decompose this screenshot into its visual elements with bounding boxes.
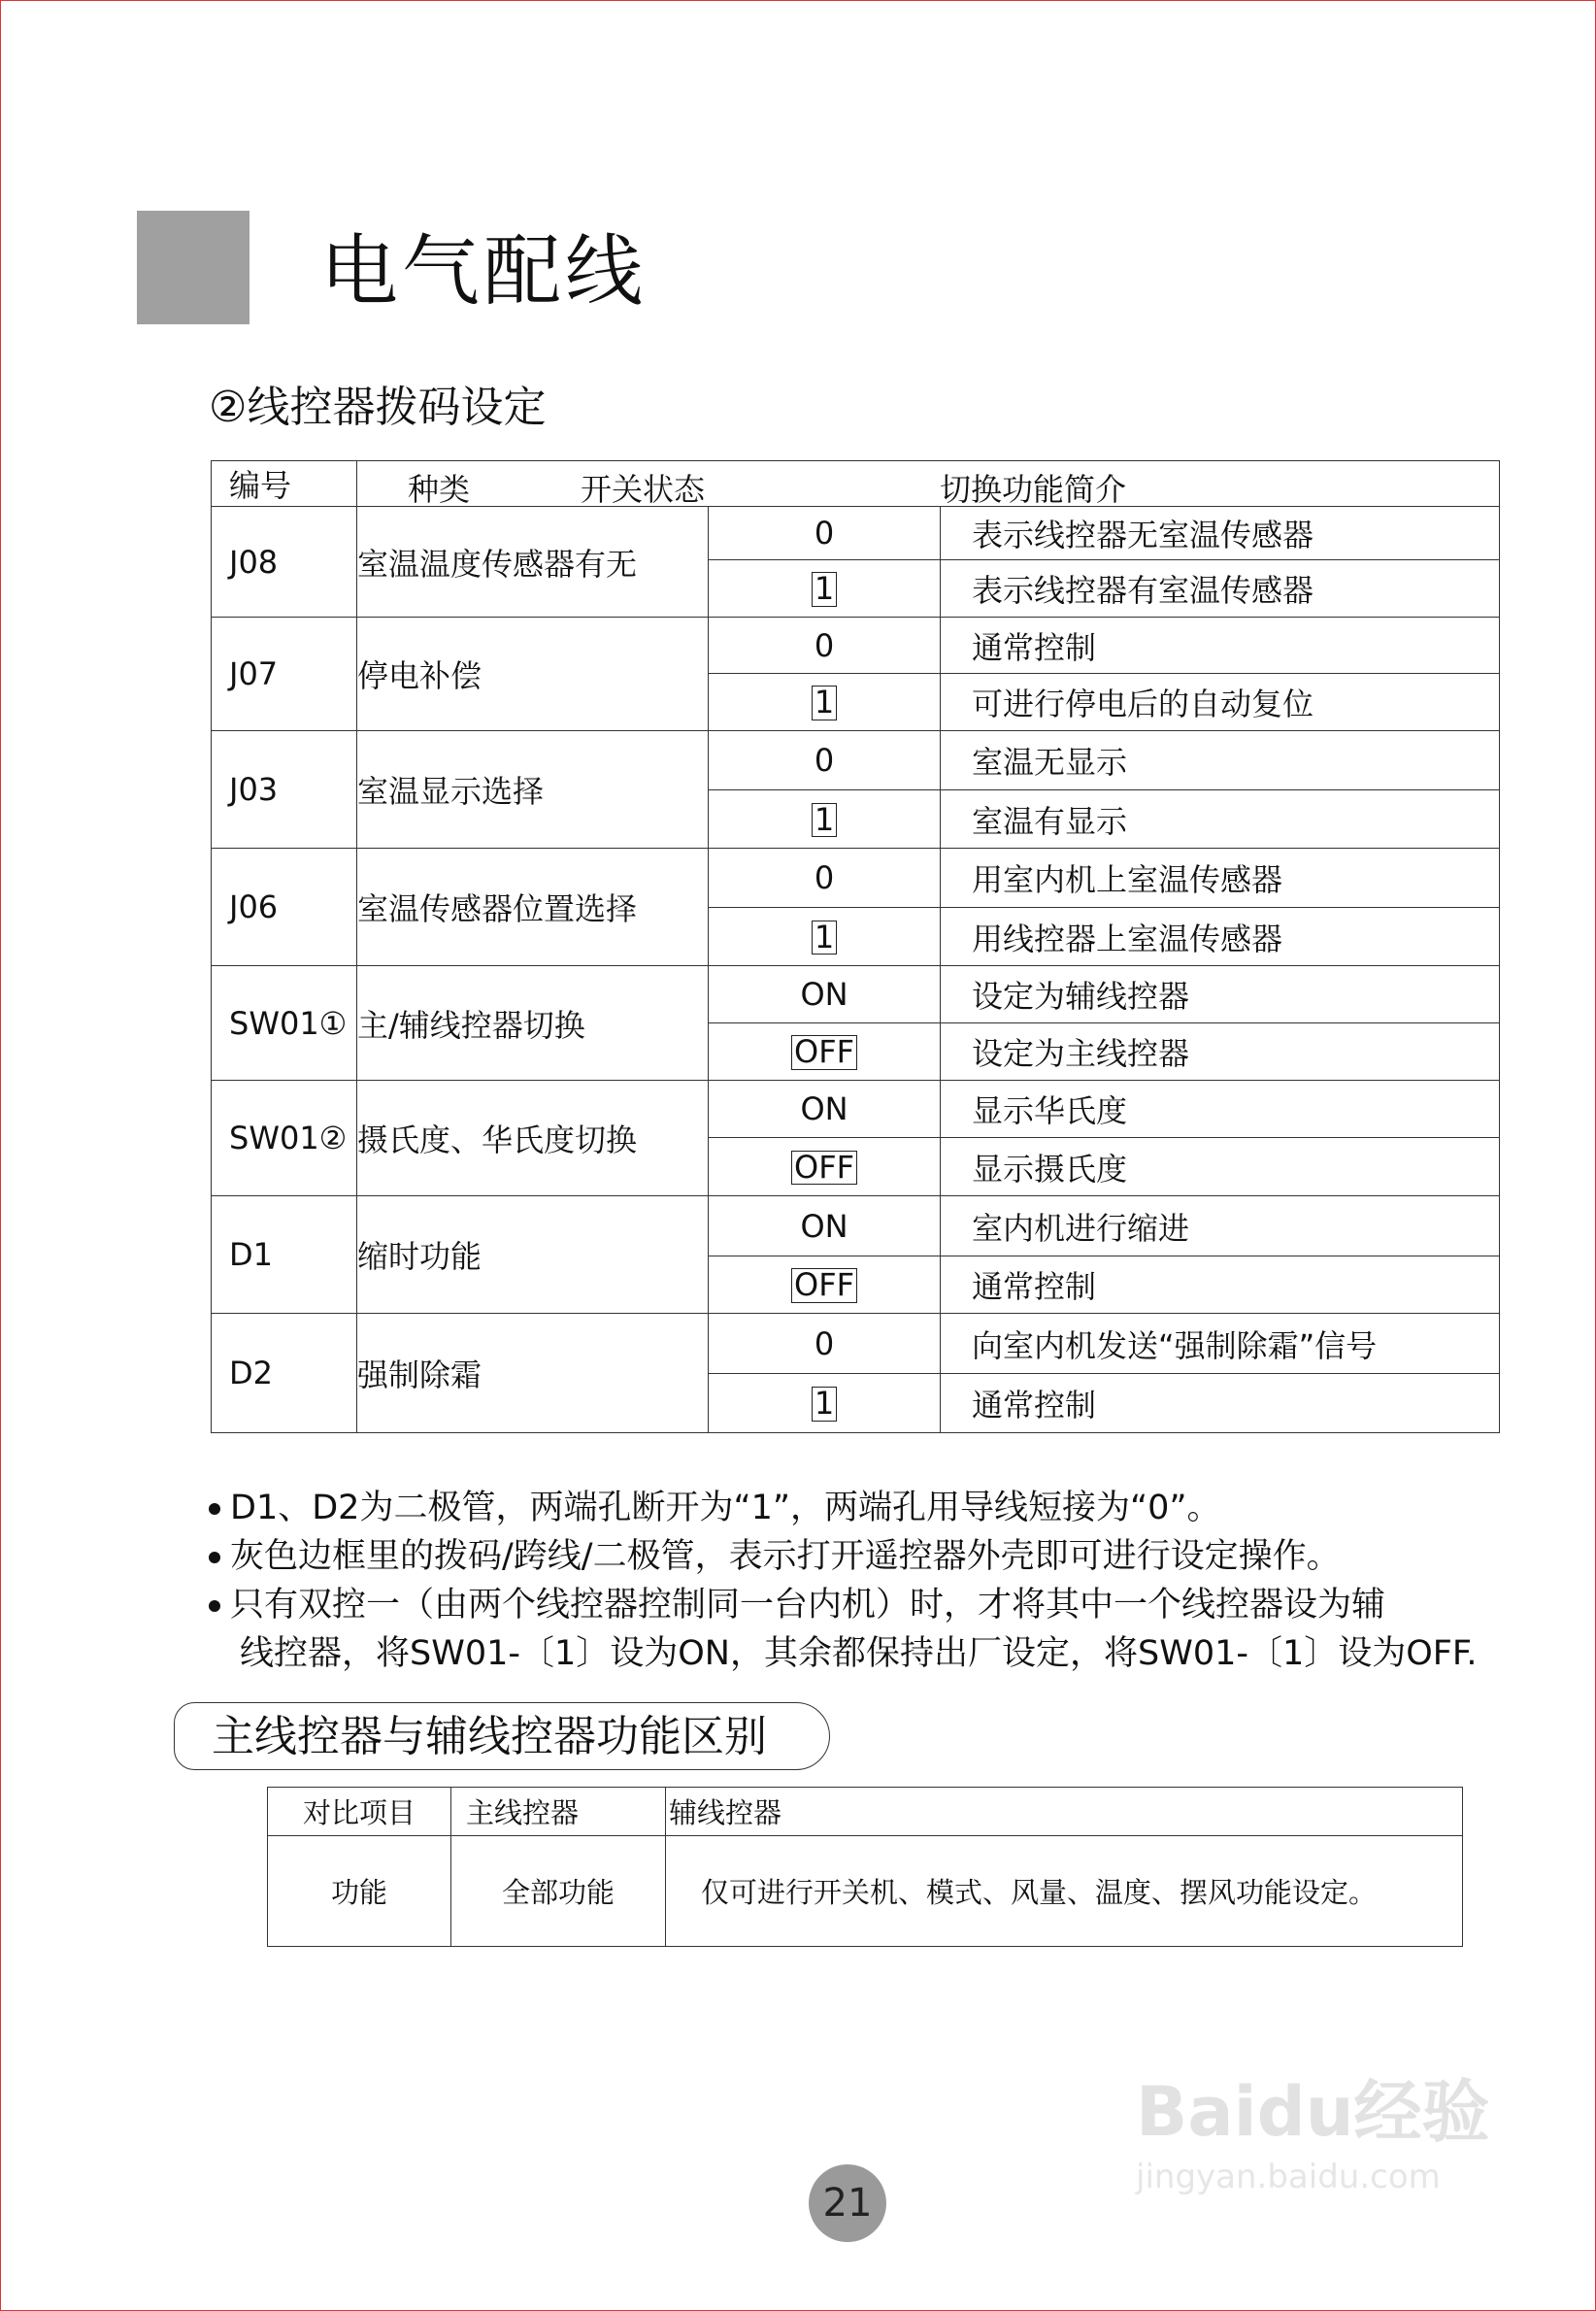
switch-kind: 强制除霜: [357, 1314, 709, 1433]
note-item: 灰色边框里的拨码/跨线/二极管，表示打开遥控器外壳即可进行设定操作。: [209, 1532, 1478, 1581]
table-row: [212, 507, 1500, 560]
note-item: D1、D2为二极管，两端孔断开为“1”，两端孔用导线短接为“0”。: [209, 1484, 1478, 1532]
switch-state: [709, 1374, 941, 1433]
state-description: 通常控制: [941, 1374, 1500, 1433]
switch-state: [709, 674, 941, 731]
state-value: OFF: [791, 1151, 857, 1186]
table-row: [212, 1314, 1500, 1374]
watermark-url: jingyan.baidu.com: [1136, 2158, 1441, 2196]
state-description: 显示摄氏度: [941, 1138, 1500, 1196]
compare-table: [267, 1787, 1463, 1947]
switch-code: D2: [212, 1314, 357, 1433]
header-sub: 辅线控器: [666, 1788, 1463, 1836]
table-row: [268, 1836, 1463, 1947]
state-value: 1: [812, 1387, 837, 1422]
state-value: 0: [814, 1324, 835, 1362]
state-description: 通常控制: [941, 1256, 1500, 1314]
header-item: 对比项目: [268, 1788, 451, 1836]
state-value: 0: [814, 859, 835, 896]
state-description: 室内机进行缩进: [941, 1196, 1500, 1256]
switch-kind: 缩时功能: [357, 1196, 709, 1314]
notes-list: [209, 1484, 1478, 1678]
switch-state: [709, 1023, 941, 1081]
cell-item: 功能: [268, 1836, 451, 1947]
table-row: [212, 849, 1500, 908]
page-number: 21: [809, 2164, 886, 2242]
state-value: 1: [812, 921, 837, 955]
table-header-row: [268, 1788, 1463, 1836]
switch-state: [709, 618, 941, 674]
state-description: 设定为辅线控器: [941, 966, 1500, 1023]
watermark-logo: Baidu经验: [1136, 2072, 1490, 2152]
page-title: 电气配线: [320, 226, 647, 317]
table-row: [212, 1081, 1500, 1138]
switch-state: [709, 1314, 941, 1374]
dip-switch-table: [211, 460, 1500, 1433]
section-title: ②线控器拨码设定: [209, 383, 547, 432]
state-value: 1: [812, 572, 837, 607]
state-value: 1: [812, 686, 837, 720]
switch-kind: 停电补偿: [357, 618, 709, 731]
switch-state: [709, 790, 941, 849]
switch-state: [709, 908, 941, 966]
bullet-icon: [209, 1503, 220, 1515]
state-description: 用室内机上室温传感器: [941, 849, 1500, 908]
state-value: 0: [814, 742, 835, 779]
bullet-icon: [209, 1552, 220, 1563]
switch-kind: 室温显示选择: [357, 731, 709, 849]
state-description: 可进行停电后的自动复位: [941, 674, 1500, 731]
table-row: [212, 966, 1500, 1023]
switch-state: [709, 1138, 941, 1196]
header-state: 开关状态: [581, 471, 706, 508]
state-description: 设定为主线控器: [941, 1023, 1500, 1081]
switch-code: SW01②: [212, 1081, 357, 1196]
switch-state: [709, 966, 941, 1023]
cell-sub: 仅可进行开关机、模式、风量、温度、摆风功能设定。: [666, 1836, 1463, 1947]
state-value: 0: [814, 515, 835, 552]
switch-code: J07: [212, 618, 357, 731]
state-description: 用线控器上室温传感器: [941, 908, 1500, 966]
state-value: 1: [812, 803, 837, 838]
compare-title: 主线控器与辅线控器功能区别: [174, 1702, 830, 1770]
switch-state: [709, 560, 941, 618]
state-value: ON: [800, 1207, 848, 1245]
bullet-icon: [209, 1600, 220, 1612]
state-description: 表示线控器无室温传感器: [941, 507, 1500, 560]
switch-kind: 摄氏度、华氏度切换: [357, 1081, 709, 1196]
table-row: [212, 731, 1500, 790]
switch-state: [709, 849, 941, 908]
switch-state: [709, 1256, 941, 1314]
switch-state: [709, 1081, 941, 1138]
state-description: 向室内机发送“强制除霜”信号: [941, 1314, 1500, 1374]
table-header-row: [212, 461, 1500, 507]
note-item-continued: 线控器，将SW01-〔1〕设为ON，其余都保持出厂设定，将SW01-〔1〕设为OFF.: [240, 1634, 1478, 1673]
header-desc: 切换功能简介: [940, 471, 1127, 508]
cell-main: 全部功能: [451, 1836, 666, 1947]
switch-kind: 室温传感器位置选择: [357, 849, 709, 966]
header-kind: 种类: [408, 471, 471, 508]
state-description: 通常控制: [941, 618, 1500, 674]
table-row: [212, 618, 1500, 674]
switch-kind: 室温温度传感器有无: [357, 507, 709, 618]
header-code: 编号: [212, 461, 357, 507]
switch-kind: 主/辅线控器切换: [357, 966, 709, 1081]
state-value: 0: [814, 626, 835, 664]
state-value: ON: [800, 1090, 848, 1127]
state-description: 表示线控器有室温传感器: [941, 560, 1500, 618]
switch-state: [709, 731, 941, 790]
switch-state: [709, 1196, 941, 1256]
state-value: OFF: [791, 1035, 857, 1070]
state-description: 室温有显示: [941, 790, 1500, 849]
switch-code: J03: [212, 731, 357, 849]
switch-code: SW01①: [212, 966, 357, 1081]
state-value: ON: [800, 976, 848, 1013]
note-item: 只有双控一（由两个线控器控制同一台内机）时，才将其中一个线控器设为辅: [209, 1581, 1478, 1629]
switch-state: [709, 507, 941, 560]
switch-code: J06: [212, 849, 357, 966]
title-marker: [137, 211, 249, 324]
state-description: 室温无显示: [941, 731, 1500, 790]
header-main: 主线控器: [451, 1788, 666, 1836]
switch-code: D1: [212, 1196, 357, 1314]
state-description: 显示华氏度: [941, 1081, 1500, 1138]
switch-code: J08: [212, 507, 357, 618]
table-row: [212, 1196, 1500, 1256]
state-value: OFF: [791, 1268, 857, 1303]
